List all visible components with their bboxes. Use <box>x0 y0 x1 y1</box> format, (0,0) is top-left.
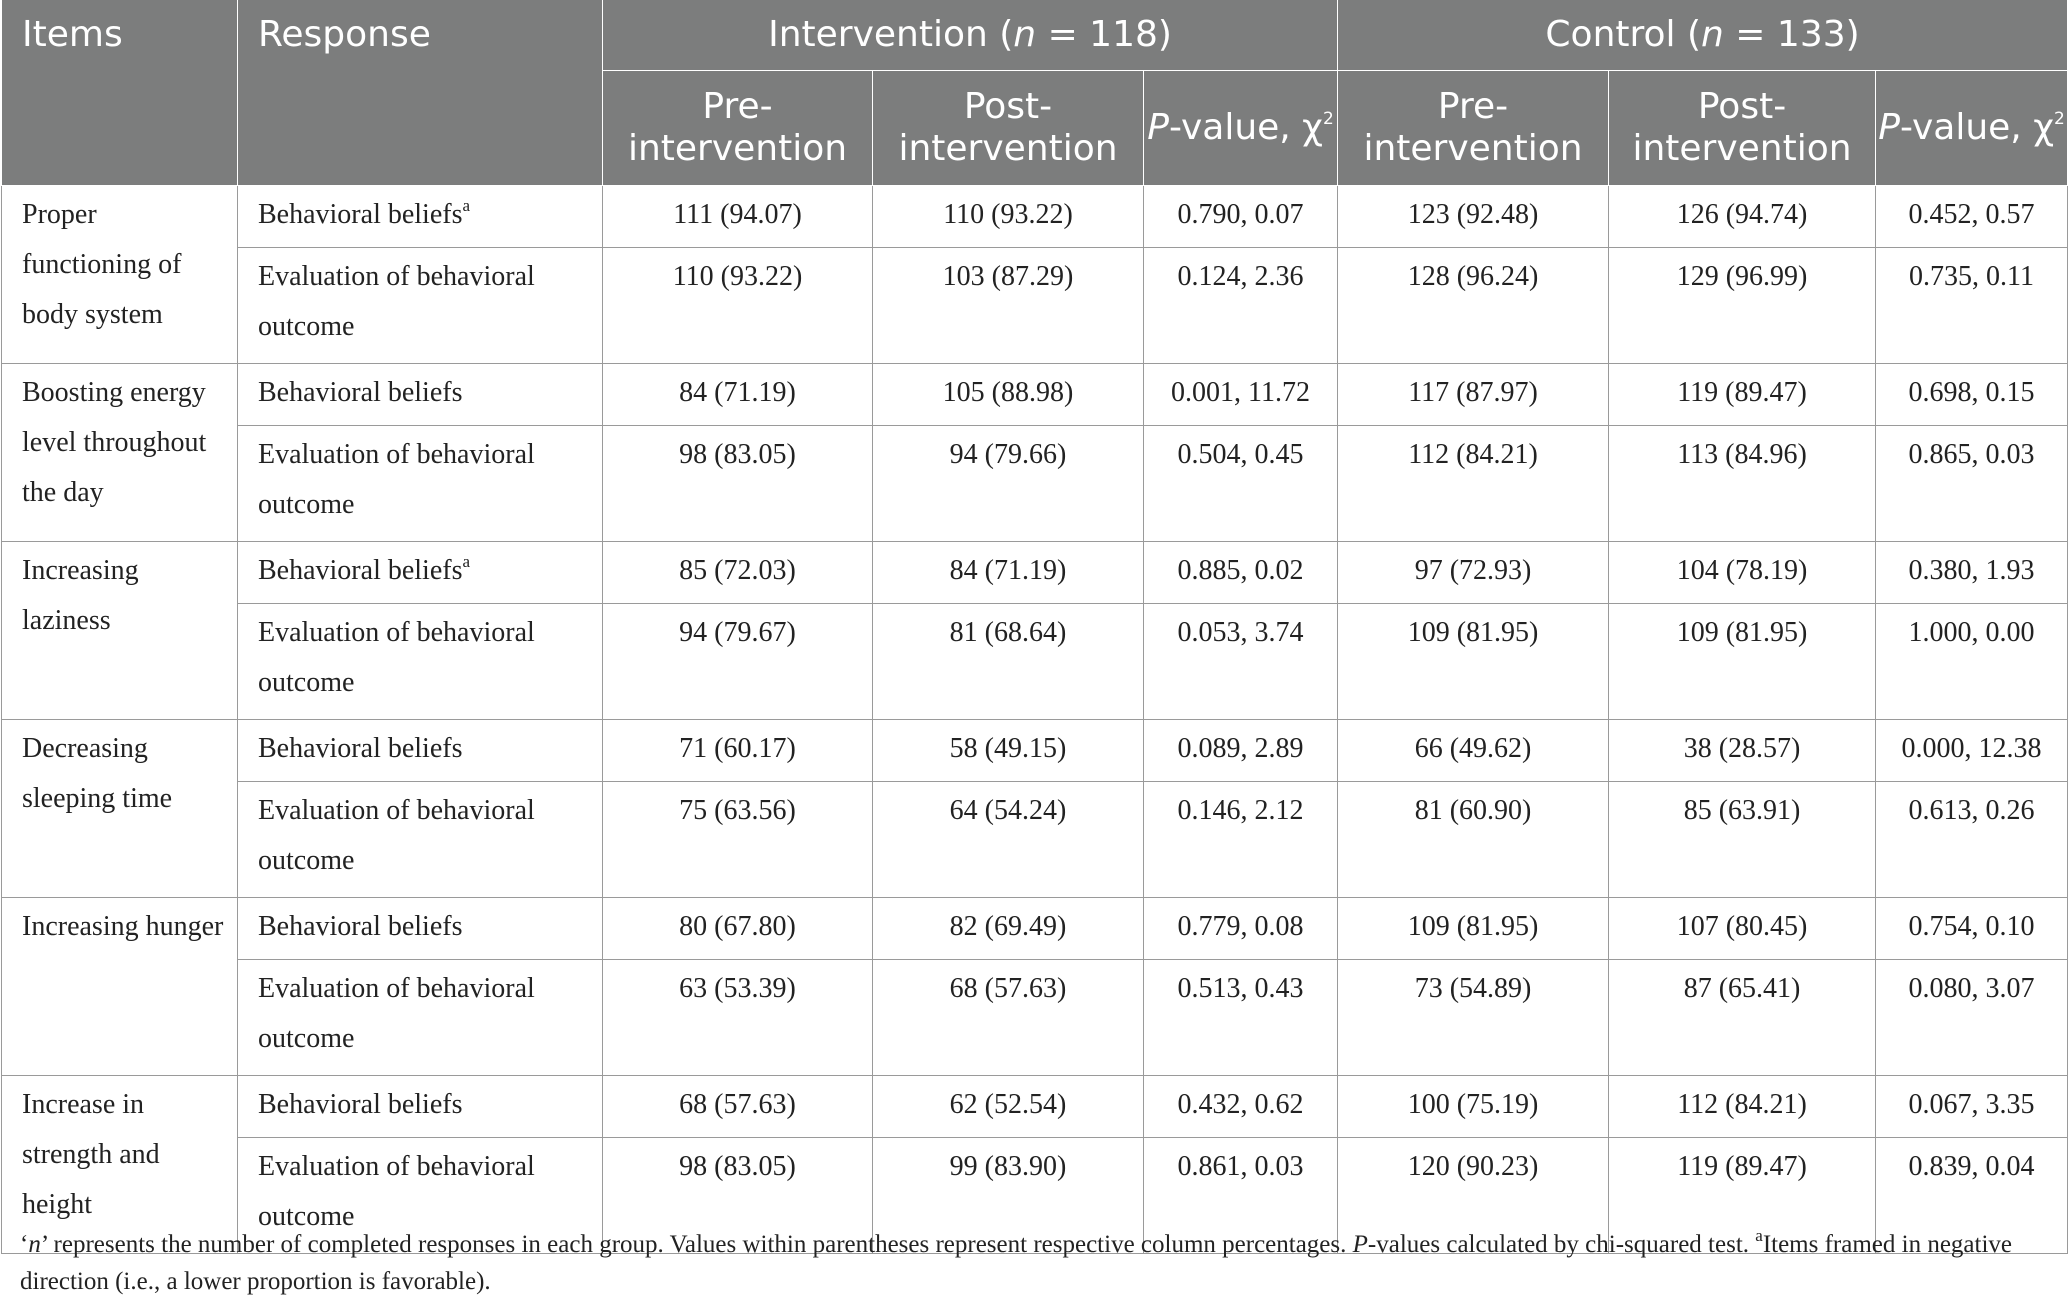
control-pre-value: 81 (60.90) <box>1338 782 1609 898</box>
control-pvalue: 0.754, 0.10 <box>1876 898 2068 960</box>
intervention-pvalue: 0.146, 2.12 <box>1144 782 1338 898</box>
control-pre-value: 97 (72.93) <box>1338 542 1609 604</box>
header-control-pvalue: P-value, $\chi^2$ <box>1876 71 2068 186</box>
response-label: Evaluation of behavioral outcome <box>238 1138 603 1254</box>
header-intervention-pvalue: P-value, $\chi^2$ <box>1144 71 1338 186</box>
intervention-pre-value: 110 (93.22) <box>603 248 873 364</box>
control-pvalue: 0.698, 0.15 <box>1876 364 2068 426</box>
response-label: Behavioral beliefs <box>238 364 603 426</box>
response-label: Evaluation of behavioral outcome <box>238 248 603 364</box>
response-label: Behavioral beliefs <box>238 1076 603 1138</box>
control-pvalue: 0.839, 0.04 <box>1876 1138 2068 1254</box>
control-pre-value: 66 (49.62) <box>1338 720 1609 782</box>
control-post-value: 126 (94.74) <box>1609 186 1876 248</box>
control-pre-value: 117 (87.97) <box>1338 364 1609 426</box>
response-label: Behavioral beliefs$^a$ <box>238 542 603 604</box>
item-label: Proper functioning of body system <box>2 186 238 364</box>
table-row <box>2 960 2068 1076</box>
control-pvalue: 0.452, 0.57 <box>1876 186 2068 248</box>
intervention-pre-value: 98 (83.05) <box>603 426 873 542</box>
response-label: Evaluation of behavioral outcome <box>238 604 603 720</box>
intervention-pre-value: 84 (71.19) <box>603 364 873 426</box>
intervention-post-value: 58 (49.15) <box>873 720 1144 782</box>
intervention-pvalue: 0.053, 3.74 <box>1144 604 1338 720</box>
intervention-pre-value: 94 (79.67) <box>603 604 873 720</box>
item-label: Boosting energy level throughout the day <box>2 364 238 542</box>
control-post-value: 112 (84.21) <box>1609 1076 1876 1138</box>
intervention-pvalue: 0.432, 0.62 <box>1144 1076 1338 1138</box>
control-pvalue: 0.735, 0.11 <box>1876 248 2068 364</box>
intervention-post-value: 84 (71.19) <box>873 542 1144 604</box>
table-row <box>2 604 2068 720</box>
table-body <box>2 186 2068 1254</box>
intervention-pre-value: 111 (94.07) <box>603 186 873 248</box>
header-items: Items <box>2 0 238 186</box>
control-pre-value: 109 (81.95) <box>1338 898 1609 960</box>
table-header <box>2 0 2068 186</box>
item-label: Increase in strength and height <box>2 1076 238 1254</box>
header-intervention-group: Intervention (n = 118) <box>603 0 1338 71</box>
header-control-group: Control (n = 133) <box>1338 0 2068 71</box>
response-label: Evaluation of behavioral outcome <box>238 960 603 1076</box>
response-label: Behavioral beliefs$^a$ <box>238 186 603 248</box>
control-post-value: 109 (81.95) <box>1609 604 1876 720</box>
table-row <box>2 782 2068 898</box>
response-label: Behavioral beliefs <box>238 720 603 782</box>
table-row <box>2 426 2068 542</box>
intervention-pvalue: 0.089, 2.89 <box>1144 720 1338 782</box>
table-row <box>2 542 2068 604</box>
table-row <box>2 364 2068 426</box>
control-pre-value: 123 (92.48) <box>1338 186 1609 248</box>
table-row <box>2 248 2068 364</box>
intervention-pvalue: 0.790, 0.07 <box>1144 186 1338 248</box>
item-label: Decreasing sleeping time <box>2 720 238 898</box>
intervention-post-value: 81 (68.64) <box>873 604 1144 720</box>
control-post-value: 119 (89.47) <box>1609 364 1876 426</box>
intervention-pre-value: 71 (60.17) <box>603 720 873 782</box>
control-pre-value: 112 (84.21) <box>1338 426 1609 542</box>
control-post-value: 119 (89.47) <box>1609 1138 1876 1254</box>
control-pvalue: 0.000, 12.38 <box>1876 720 2068 782</box>
intervention-post-value: 64 (54.24) <box>873 782 1144 898</box>
control-post-value: 129 (96.99) <box>1609 248 1876 364</box>
control-pvalue: 0.067, 3.35 <box>1876 1076 2068 1138</box>
response-label: Evaluation of behavioral outcome <box>238 426 603 542</box>
intervention-pvalue: 0.504, 0.45 <box>1144 426 1338 542</box>
intervention-pvalue: 0.861, 0.03 <box>1144 1138 1338 1254</box>
control-pre-value: 73 (54.89) <box>1338 960 1609 1076</box>
intervention-post-value: 110 (93.22) <box>873 186 1144 248</box>
response-label: Behavioral beliefs <box>238 898 603 960</box>
control-pre-value: 128 (96.24) <box>1338 248 1609 364</box>
control-post-value: 87 (65.41) <box>1609 960 1876 1076</box>
header-response: Response <box>238 0 603 186</box>
control-pre-value: 109 (81.95) <box>1338 604 1609 720</box>
intervention-pre-value: 63 (53.39) <box>603 960 873 1076</box>
results-table <box>1 0 2068 1254</box>
table-row <box>2 186 2068 248</box>
intervention-pvalue: 0.885, 0.02 <box>1144 542 1338 604</box>
intervention-post-value: 103 (87.29) <box>873 248 1144 364</box>
control-pre-value: 120 (90.23) <box>1338 1138 1609 1254</box>
header-control-post: Post-intervention <box>1609 71 1876 186</box>
intervention-post-value: 62 (52.54) <box>873 1076 1144 1138</box>
intervention-pre-value: 68 (57.63) <box>603 1076 873 1138</box>
intervention-post-value: 105 (88.98) <box>873 364 1144 426</box>
table-row <box>2 720 2068 782</box>
intervention-pvalue: 0.124, 2.36 <box>1144 248 1338 364</box>
intervention-post-value: 68 (57.63) <box>873 960 1144 1076</box>
control-pvalue: 0.080, 3.07 <box>1876 960 2068 1076</box>
item-label: Increasing hunger <box>2 898 238 1076</box>
control-post-value: 38 (28.57) <box>1609 720 1876 782</box>
control-post-value: 104 (78.19) <box>1609 542 1876 604</box>
intervention-pre-value: 75 (63.56) <box>603 782 873 898</box>
control-pre-value: 100 (75.19) <box>1338 1076 1609 1138</box>
response-label: Evaluation of behavioral outcome <box>238 782 603 898</box>
control-post-value: 113 (84.96) <box>1609 426 1876 542</box>
header-intervention-post: Post-intervention <box>873 71 1144 186</box>
intervention-pre-value: 80 (67.80) <box>603 898 873 960</box>
intervention-pvalue: 0.513, 0.43 <box>1144 960 1338 1076</box>
table-row <box>2 898 2068 960</box>
intervention-pvalue: 0.779, 0.08 <box>1144 898 1338 960</box>
table-footnote: ‘n’ represents the number of completed responses in each group. Values within parentheses represent respective column percentages. P-values calculated by chi-squared test. $^a$Items framed in negative direction (i.e., a lower proportion is favorable). <box>20 1225 2019 1295</box>
control-pvalue: 0.865, 0.03 <box>1876 426 2068 542</box>
table-row <box>2 1076 2068 1138</box>
control-pvalue: 0.613, 0.26 <box>1876 782 2068 898</box>
header-control-pre: Pre-intervention <box>1338 71 1609 186</box>
control-post-value: 107 (80.45) <box>1609 898 1876 960</box>
control-pvalue: 1.000, 0.00 <box>1876 604 2068 720</box>
intervention-post-value: 82 (69.49) <box>873 898 1144 960</box>
intervention-pre-value: 98 (83.05) <box>603 1138 873 1254</box>
intervention-post-value: 99 (83.90) <box>873 1138 1144 1254</box>
intervention-post-value: 94 (79.66) <box>873 426 1144 542</box>
item-label: Increasing laziness <box>2 542 238 720</box>
header-intervention-pre: Pre-intervention <box>603 71 873 186</box>
control-pvalue: 0.380, 1.93 <box>1876 542 2068 604</box>
intervention-pre-value: 85 (72.03) <box>603 542 873 604</box>
intervention-pvalue: 0.001, 11.72 <box>1144 364 1338 426</box>
control-post-value: 85 (63.91) <box>1609 782 1876 898</box>
